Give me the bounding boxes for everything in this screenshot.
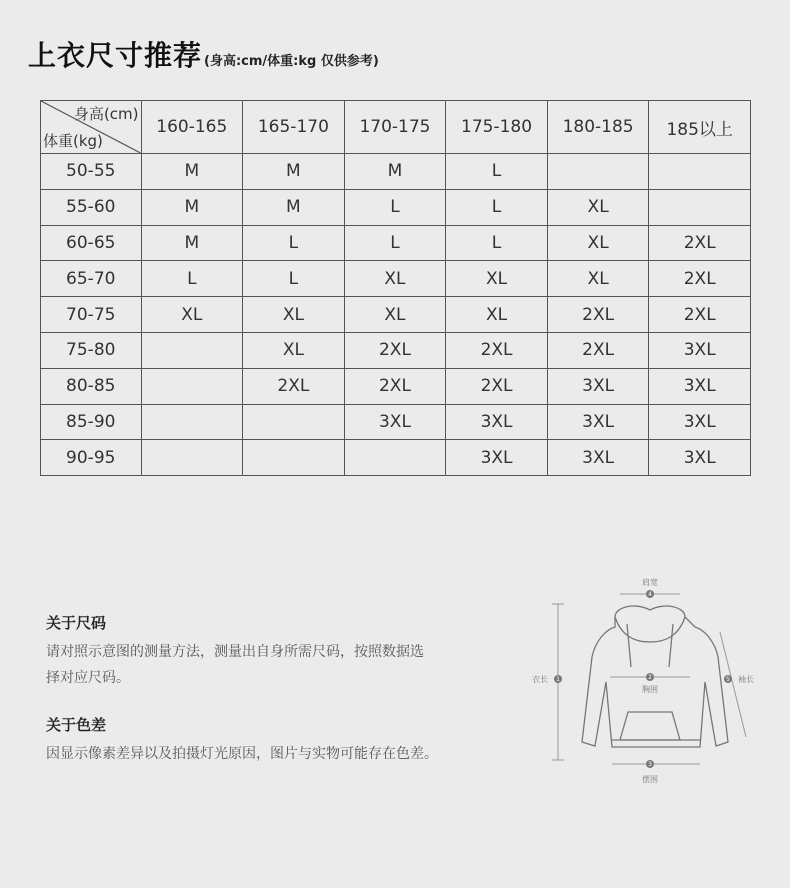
sleeve-number: 5 (726, 676, 730, 683)
size-cell: XL (446, 297, 548, 333)
height-axis-label: 身高(cm) (73, 105, 139, 123)
size-cell: 3XL (649, 332, 751, 368)
table-row (41, 154, 751, 190)
weight-range-cell: 55-60 (41, 189, 142, 225)
size-cell: L (446, 225, 548, 261)
size-cell: 3XL (446, 404, 548, 440)
size-cell: M (344, 154, 446, 190)
column-header: 160-165 (141, 101, 243, 154)
size-cell: 2XL (649, 261, 751, 297)
size-cell: 3XL (649, 404, 751, 440)
size-cell (141, 368, 243, 404)
length-number: 1 (556, 676, 560, 683)
size-cell: L (344, 189, 446, 225)
about-size-section (46, 612, 424, 691)
table-row (41, 404, 751, 440)
page-title: 上衣尺寸推荐 (28, 39, 203, 72)
size-cell: XL (344, 297, 446, 333)
size-cell: XL (547, 261, 649, 297)
size-cell (141, 332, 243, 368)
about-color-line-1: 因显示像素差异以及拍摄灯光原因，图片与实物可能存在色差。 (46, 746, 438, 762)
size-cell (649, 189, 751, 225)
size-cell (547, 154, 649, 190)
size-cell: L (446, 154, 548, 190)
size-cell: L (243, 225, 345, 261)
size-cell: 3XL (649, 440, 751, 476)
about-size-line-1: 请对照示意图的测量方法，测量出自身所需尺码，按照数据选 (46, 644, 424, 660)
table-row (41, 440, 751, 476)
size-cell: L (243, 261, 345, 297)
table-row (41, 332, 751, 368)
table-row (41, 189, 751, 225)
hem-number: 3 (648, 761, 652, 768)
size-cell: 3XL (344, 404, 446, 440)
size-cell: XL (141, 297, 243, 333)
table-row (41, 297, 751, 333)
chest-number: 2 (648, 674, 652, 681)
size-cell: 2XL (547, 332, 649, 368)
weight-range-cell: 70-75 (41, 297, 142, 333)
table-corner-cell (41, 101, 142, 154)
page-subtitle: (身高:cm/体重:kg 仅供参考) (204, 54, 379, 69)
size-cell: 2XL (243, 368, 345, 404)
size-cell: 2XL (649, 297, 751, 333)
size-cell: 3XL (547, 368, 649, 404)
sleeve-label: 袖长 (738, 675, 754, 684)
size-cell: 2XL (446, 332, 548, 368)
table-row (41, 225, 751, 261)
hem-label: 摆围 (642, 775, 658, 784)
size-cell: M (243, 154, 345, 190)
size-cell: 3XL (649, 368, 751, 404)
size-cell: 2XL (446, 368, 548, 404)
shoulder-number: 4 (648, 591, 652, 598)
size-cell: 2XL (344, 368, 446, 404)
weight-range-cell: 85-90 (41, 404, 142, 440)
size-cell: 3XL (446, 440, 548, 476)
about-size-heading: 关于尺码 (46, 614, 107, 632)
column-header: 180-185 (547, 101, 649, 154)
size-cell: 2XL (649, 225, 751, 261)
size-cell: 2XL (547, 297, 649, 333)
table-row (41, 368, 751, 404)
size-cell (141, 404, 243, 440)
size-cell: 3XL (547, 440, 649, 476)
shoulder-label: 肩宽 (642, 578, 658, 587)
table-header-row (41, 101, 751, 154)
column-header: 175-180 (446, 101, 548, 154)
weight-range-cell: 80-85 (41, 368, 142, 404)
size-table (40, 100, 751, 476)
size-cell: L (344, 225, 446, 261)
weight-axis-label: 体重(kg) (43, 132, 103, 150)
size-cell: XL (243, 297, 345, 333)
size-cell: M (141, 225, 243, 261)
column-header: 165-170 (243, 101, 345, 154)
size-cell: L (141, 261, 243, 297)
size-cell (141, 440, 243, 476)
size-cell (344, 440, 446, 476)
title-row (28, 34, 379, 74)
weight-range-cell: 60-65 (41, 225, 142, 261)
size-cell: XL (547, 189, 649, 225)
about-size-line-2: 择对应尺码。 (46, 670, 130, 686)
size-cell: 3XL (547, 404, 649, 440)
table-row (41, 261, 751, 297)
size-cell: XL (446, 261, 548, 297)
chest-label: 胸围 (642, 685, 658, 694)
measure-markers (554, 590, 732, 768)
length-label: 衣长 (532, 675, 548, 684)
about-color-section (46, 714, 438, 767)
column-header: 185以上 (649, 101, 751, 154)
size-cell: M (141, 154, 243, 190)
size-cell: M (141, 189, 243, 225)
size-cell: XL (547, 225, 649, 261)
size-cell: XL (344, 261, 446, 297)
weight-range-cell: 50-55 (41, 154, 142, 190)
table-body (41, 154, 751, 476)
size-cell (243, 440, 345, 476)
weight-range-cell: 90-95 (41, 440, 142, 476)
size-cell: L (446, 189, 548, 225)
hoodie-measurement-diagram (520, 572, 770, 792)
size-cell: M (243, 189, 345, 225)
column-header: 170-175 (344, 101, 446, 154)
size-cell: 2XL (344, 332, 446, 368)
size-cell (649, 154, 751, 190)
size-cell: XL (243, 332, 345, 368)
weight-range-cell: 75-80 (41, 332, 142, 368)
weight-range-cell: 65-70 (41, 261, 142, 297)
size-cell (243, 404, 345, 440)
about-color-heading: 关于色差 (46, 716, 107, 734)
